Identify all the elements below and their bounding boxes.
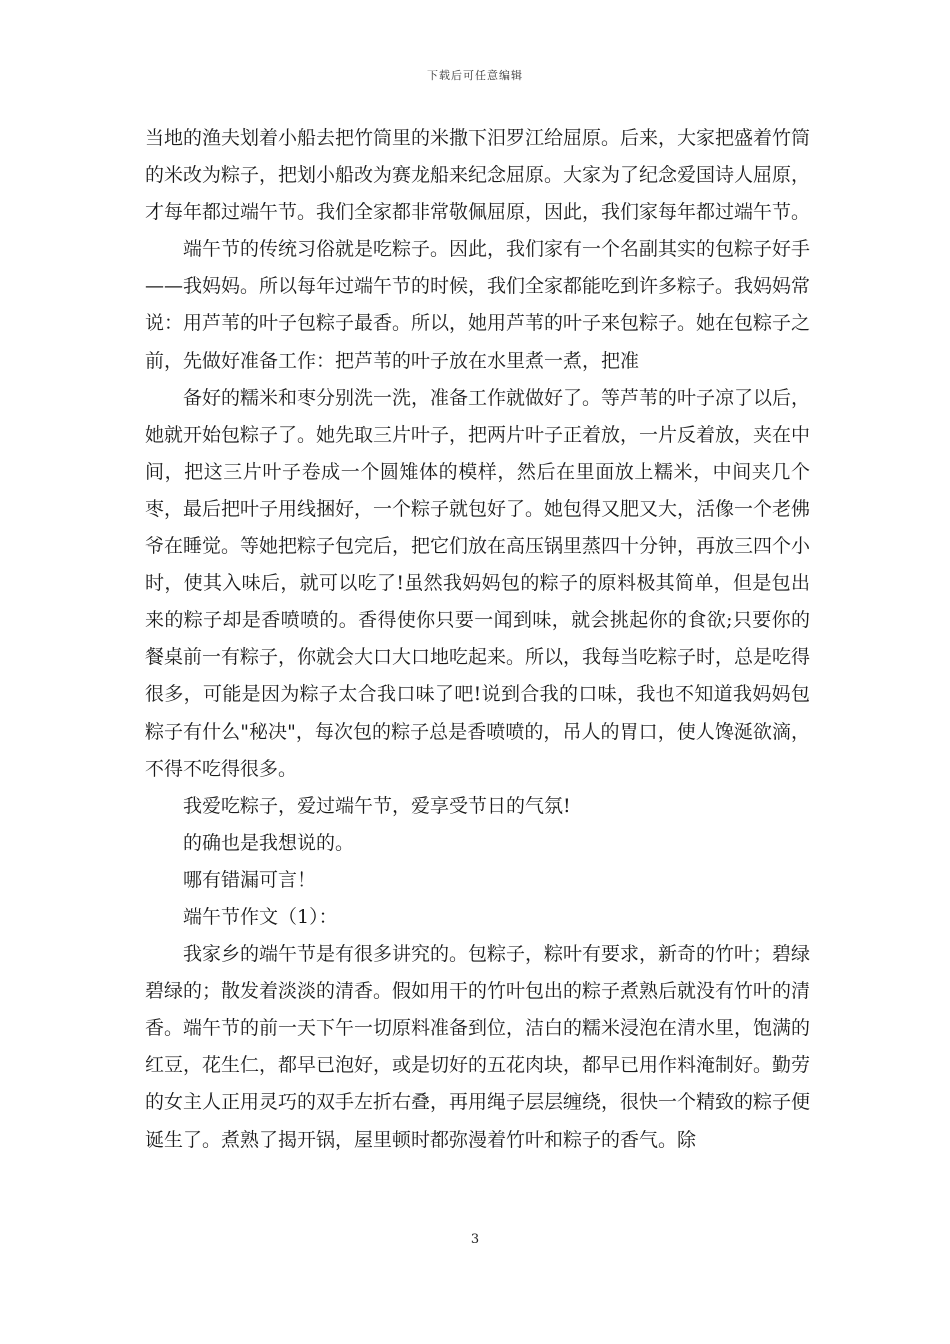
paragraph: 我爱吃粽子，爱过端午节，爱享受节日的气氛! bbox=[183, 794, 571, 817]
paragraph: 备好的糯米和枣分别洗一洗，准备工作就做好了。等芦苇的叶子凉了以后，她就开始包粽子了。她先取三片叶子，把两片叶子正着放，一片反着放，夹在中间，把这三片叶子卷成一个圆雉体的模样，然后在里面放上糯米，中间夹几个枣，最后把叶子用线捆好，一个粽子就包好了。她包得又肥又大，活像一个老佛爷在睡觉。等她把粽子包完后，把它们放在高压锅里蒸四十分钟，再放三四个小时，使其入味后，就可以吃了!虽然我妈妈包的粽子的原料极其简单，但是包出来的粽子却是香喷喷的。香得使你只要一闻到味，就会挑起你的食欲;只要你的餐桌前一有粽子，你就会大口大口地吃起来。所以，我每当吃粽子时，总是吃得很多，可能是因为粽子太合我口味了吧!说到合我的口味，我也不知道我妈妈包粽子有什么"秘决"，每次包的粽子总是香喷喷的，吊人的胃口，使人馋涎欲滴，不得不吃得很多。 bbox=[145, 386, 811, 780]
paragraph: 我家乡的端午节是有很多讲究的。包粽子，粽叶有要求，新奇的竹叶；碧绿碧绿的；散发着淡淡的清香。假如用干的竹叶包出的粽子煮熟后就没有竹叶的清香。端午节的前一天下午一切原料准备到位，洁白的糯米浸泡在清水里，饱满的红豆，花生仁，都早已泡好，或是切好的五花肉块，都早已用作料淹制好。勤劳的女主人正用灵巧的双手左折右叠，再用绳子层层缠绕，很快一个精致的粽子便诞生了。煮熟了揭开锅，屋里顿时都弥漫着竹叶和粽子的香气。除 bbox=[145, 943, 811, 1151]
paragraph: 的确也是我想说的。 bbox=[183, 831, 355, 854]
page-header: 下载后可任意编辑 bbox=[427, 69, 523, 82]
page-number: 3 bbox=[470, 1232, 480, 1247]
paragraph: 端午节的传统习俗就是吃粽子。因此，我们家有一个名副其实的包粽子好手——我妈妈。所以每年过端午节的时候，我们全家都能吃到许多粽子。我妈妈常说：用芦苇的叶子包粽子最香。所以，她用芦苇的叶子来包粽子。她在包粽子之前，先做好准备工作：把芦苇的叶子放在水里煮一煮，把准 bbox=[145, 238, 811, 372]
paragraph: 当地的渔夫划着小船去把竹筒里的米撒下汨罗江给屈原。后来，大家把盛着竹筒的米改为粽子，把划小船改为赛龙船来纪念屈原。大家为了纪念爱国诗人屈原，才每年都过端午节。我们全家都非常敬佩屈原，因此，我们家每年都过端午节。 bbox=[145, 127, 811, 224]
section-heading: 端午节作文（1）： bbox=[183, 905, 338, 928]
document-body bbox=[145, 120, 810, 1159]
paragraph: 哪有错漏可言！ bbox=[183, 868, 317, 891]
